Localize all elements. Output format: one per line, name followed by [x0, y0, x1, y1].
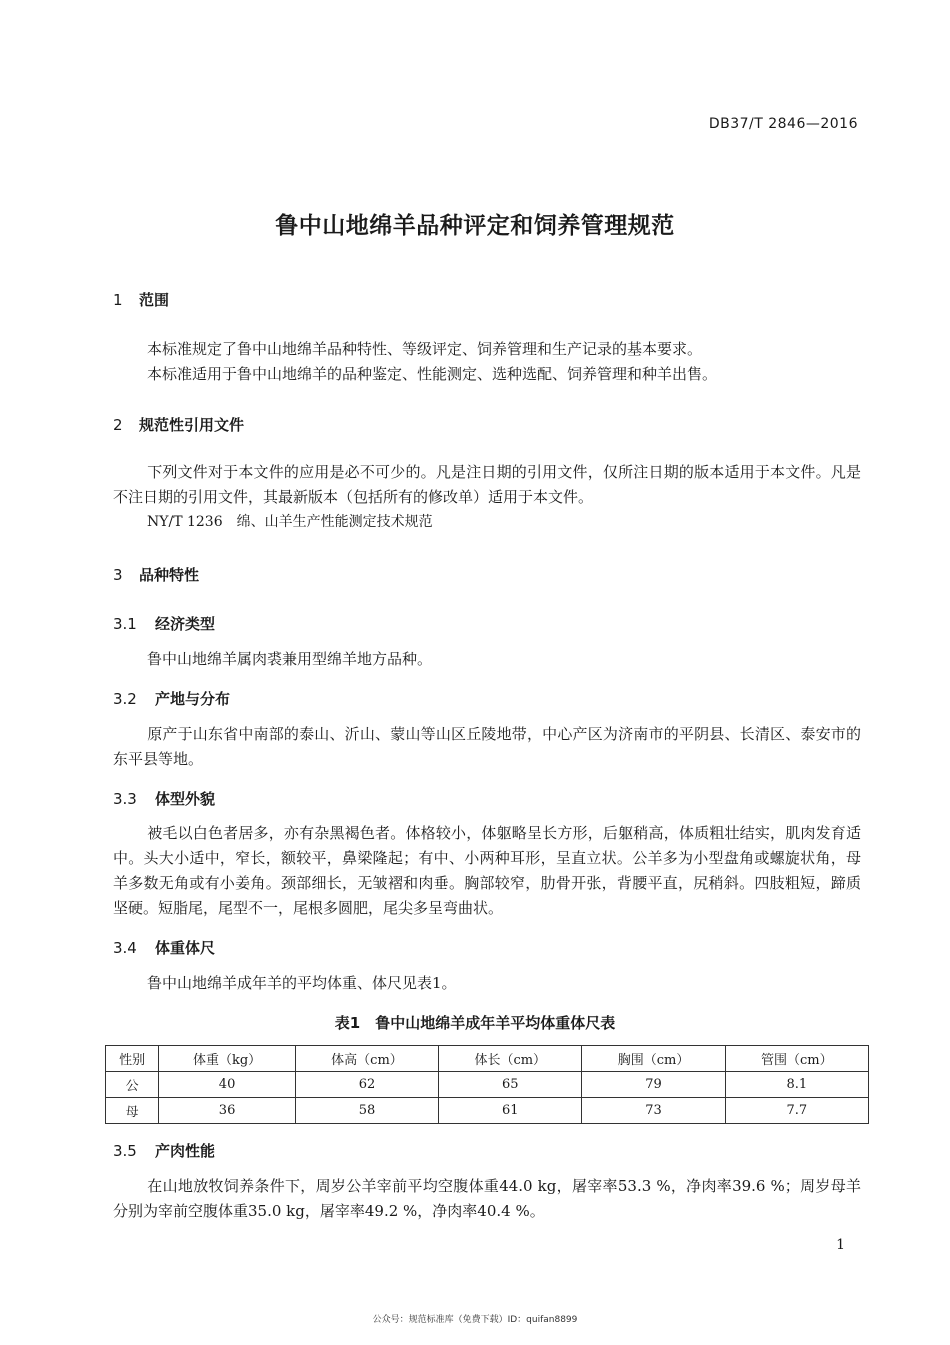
table-cell: 7.7 [725, 1098, 868, 1124]
section-number: 3.1 [113, 615, 137, 633]
section-title: 规范性引用文件 [139, 416, 245, 434]
header-cell: 管围（cm） [725, 1046, 868, 1072]
section-1-paragraph-2: 本标准适用于鲁中山地绵羊的品种鉴定、性能测定、选种选配、饲养管理和种羊出售。 [147, 365, 718, 383]
section-3-3-paragraph: 被毛以白色者居多，亦有杂黑褐色者。体格较小，体躯略呈长方形，后躯稍高，体质粗壮结实，肌肉发育适中。头大小适中，窄长，额较平，鼻梁隆起；有中、小两种耳形，呈直立状。公羊多为小型盘角或螺旋状角，母羊多数无角或有小姜角。颈部细长，无皱褶和肉垂。胸部较窄，肋骨开张，背腰平直，尻稍斜。四肢粗短，蹄质坚硬。短脂尾，尾型不一，尾根多圆肥，尾尖多呈弯曲状。 [113, 824, 861, 917]
section-1-paragraph-1: 本标准规定了鲁中山地绵羊品种特性、等级评定、饲养管理和生产记录的基本要求。 [147, 340, 703, 358]
section-title: 体重体尺 [155, 939, 216, 957]
table-1-caption: 表1 鲁中山地绵羊成年羊平均体重体尺表 [334, 1014, 616, 1032]
section-number: 3.2 [113, 690, 137, 708]
header-cell: 胸围（cm） [582, 1046, 725, 1072]
section-3-5-heading [113, 1140, 215, 1161]
table-cell: 36 [159, 1098, 296, 1124]
section-2-heading [113, 414, 244, 435]
section-number: 3.5 [113, 1142, 137, 1160]
standard-code: DB37/T 2846—2016 [708, 116, 858, 132]
section-3-1-heading [113, 613, 215, 634]
section-3-4-heading [113, 937, 215, 958]
table-row [106, 1098, 869, 1124]
section-2-paragraph-1: 下列文件对于本文件的应用是必不可少的。凡是注日期的引用文件，仅所注日期的版本适用于本文件。凡是不注日期的引用文件，其最新版本（包括所有的修改单）适用于本文件。 [113, 463, 861, 506]
table-header-row [106, 1046, 869, 1072]
table-cell: 61 [439, 1098, 582, 1124]
section-number: 3.3 [113, 790, 137, 808]
section-3-4-paragraph: 鲁中山地绵羊成年羊的平均体重、体尺见表1。 [147, 974, 457, 992]
table-cell: 58 [295, 1098, 438, 1124]
section-3-3-heading [113, 788, 215, 809]
table-cell: 62 [295, 1072, 438, 1098]
section-title: 经济类型 [155, 615, 216, 633]
section-3-heading [113, 564, 199, 585]
section-title: 产肉性能 [155, 1142, 216, 1160]
section-number: 3 [113, 566, 123, 584]
header-cell: 体高（cm） [295, 1046, 438, 1072]
document-title: 鲁中山地绵羊品种评定和饲养管理规范 [275, 213, 675, 239]
header-cell: 体长（cm） [439, 1046, 582, 1072]
table-cell: 73 [582, 1098, 725, 1124]
section-title: 体型外貌 [155, 790, 216, 808]
section-number: 2 [113, 416, 123, 434]
section-3-2-paragraph: 原产于山东省中南部的泰山、沂山、蒙山等山区丘陵地带，中心产区为济南市的平阴县、长清区、泰安市的东平县等地。 [113, 725, 861, 768]
section-3-1-paragraph: 鲁中山地绵羊属肉裘兼用型绵羊地方品种。 [147, 650, 433, 668]
table-cell: 母 [106, 1098, 159, 1124]
section-number: 1 [113, 291, 123, 309]
table-cell: 79 [582, 1072, 725, 1098]
header-cell: 性别 [106, 1046, 159, 1072]
page-number: 1 [836, 1237, 845, 1253]
section-title: 品种特性 [139, 566, 200, 584]
normative-reference: NY/T 1236 绵、山羊生产性能测定技术规范 [147, 514, 433, 530]
section-number: 3.4 [113, 939, 137, 957]
section-1-heading [113, 289, 169, 310]
table-cell: 8.1 [725, 1072, 868, 1098]
table-cell: 65 [439, 1072, 582, 1098]
table-1 [105, 1045, 869, 1124]
table-cell: 40 [159, 1072, 296, 1098]
section-title: 产地与分布 [155, 690, 231, 708]
section-title: 范围 [139, 291, 170, 309]
section-3-2-heading [113, 688, 230, 709]
table-cell: 公 [106, 1072, 159, 1098]
footer-watermark: 公众号：规范标准库（免费下载）ID：quifan8899 [372, 1315, 578, 1325]
table-row [106, 1072, 869, 1098]
section-3-5-paragraph: 在山地放牧饲养条件下，周岁公羊宰前平均空腹体重44.0 kg，屠宰率53.3 %，净肉率39.6 %；周岁母羊分别为宰前空腹体重35.0 kg，屠宰率49.2 %，净肉率40.4 %。 [113, 1177, 861, 1220]
header-cell: 体重（kg） [159, 1046, 296, 1072]
